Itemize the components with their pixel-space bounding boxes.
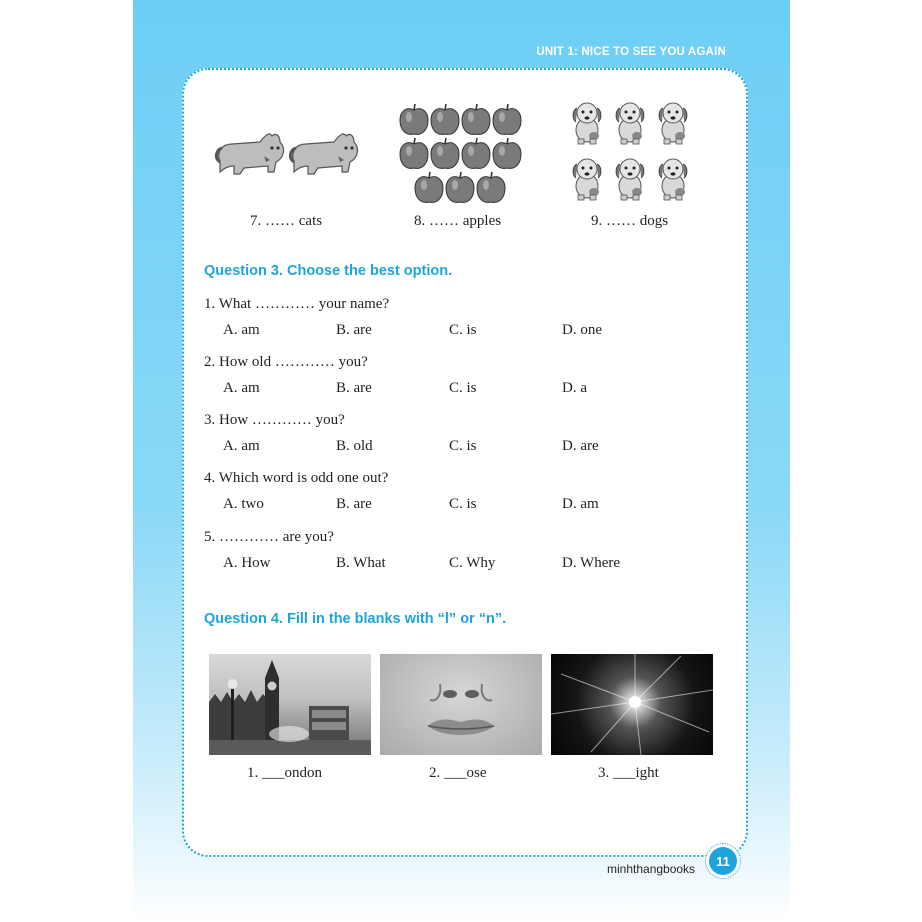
london-photo bbox=[209, 654, 371, 755]
page-number: 11 bbox=[709, 847, 737, 875]
count-caption-apples: 8. …… apples bbox=[414, 213, 502, 229]
q3-item2-option-d: D. a bbox=[562, 380, 587, 396]
question3-heading: Question 3. Choose the best option. bbox=[204, 263, 453, 279]
nose-photo bbox=[380, 654, 542, 755]
q3-item2-stem: 2. How old ………… you? bbox=[204, 354, 368, 370]
q3-item4-option-c: C. is bbox=[449, 496, 477, 512]
q3-item2-option-a: A. am bbox=[223, 380, 260, 396]
q3-item1-option-a: A. am bbox=[223, 322, 260, 338]
light-photo bbox=[551, 654, 713, 755]
q3-item5-option-a: A. How bbox=[223, 555, 271, 571]
q3-item1-option-c: C. is bbox=[449, 322, 477, 338]
q3-item2-option-c: C. is bbox=[449, 380, 477, 396]
q3-item4-option-d: D. am bbox=[562, 496, 599, 512]
q3-item4-option-a: A. two bbox=[223, 496, 264, 512]
q3-item5-option-d: D. Where bbox=[562, 555, 621, 571]
q3-item2-option-b: B. are bbox=[336, 380, 372, 396]
q3-item5-stem: 5. ………… are you? bbox=[204, 529, 334, 545]
dogs-illustration bbox=[568, 98, 696, 206]
apples-illustration bbox=[398, 100, 522, 204]
q3-item4-stem: 4. Which word is odd one out? bbox=[204, 470, 389, 486]
q3-item1-option-b: B. are bbox=[336, 322, 372, 338]
q3-item4-option-b: B. are bbox=[336, 496, 372, 512]
q3-item5-option-c: C. Why bbox=[449, 555, 496, 571]
count-caption-dogs: 9. …… dogs bbox=[591, 213, 669, 229]
q3-item1-option-d: D. one bbox=[562, 322, 602, 338]
q4-caption-3: 3. ___ight bbox=[598, 765, 659, 781]
cats-illustration bbox=[214, 120, 364, 182]
q4-caption-2: 2. ___ose bbox=[429, 765, 487, 781]
unit-title: UNIT 1: NICE TO SEE YOU AGAIN bbox=[536, 46, 726, 58]
question4-heading: Question 4. Fill in the blanks with “l” or “n”. bbox=[204, 611, 507, 627]
q3-item3-option-c: C. is bbox=[449, 438, 477, 454]
q3-item1-stem: 1. What ………… your name? bbox=[204, 296, 390, 312]
q3-item3-option-b: B. old bbox=[336, 438, 373, 454]
publisher-brand: minhthangbooks bbox=[607, 862, 696, 876]
q3-item3-stem: 3. How ………… you? bbox=[204, 412, 345, 428]
q3-item5-option-b: B. What bbox=[336, 555, 386, 571]
count-caption-cats: 7. …… cats bbox=[250, 213, 323, 229]
q3-item3-option-a: A. am bbox=[223, 438, 260, 454]
q3-item3-option-d: D. are bbox=[562, 438, 599, 454]
q4-caption-1: 1. ___ondon bbox=[247, 765, 322, 781]
